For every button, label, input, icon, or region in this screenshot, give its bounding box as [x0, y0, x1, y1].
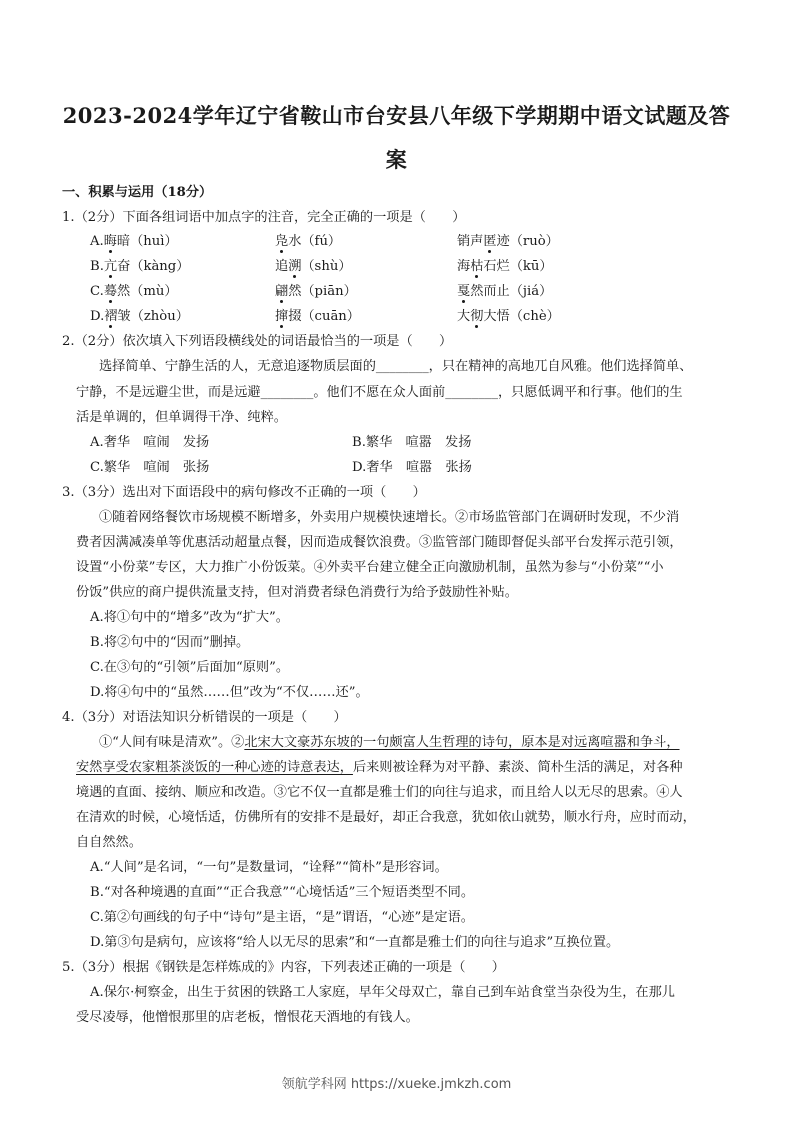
q2-option-a: A.奢华 喧闹 发扬: [90, 435, 210, 450]
q4-passage-line: 境遇的直面、接纳、顺应和改造。③它不仅一直都是雅士们的向往与追求，而且给人以无尽的思索。④人: [76, 785, 683, 800]
q1-option-a-2: 凫水（fú）: [275, 234, 342, 249]
page-title: 2023-2024学年辽宁省鞍山市台安县八年级下学期期中语文试题及答: [62, 103, 731, 128]
question-5-stem: 5.（3分）根据《钢铁是怎样炼成的》内容，下列表述正确的一项是（ ）: [62, 960, 505, 975]
q1-option-b-3: 海枯石烂（kū）: [457, 259, 553, 274]
q4-passage-segment: ①“人间有味是清欢”。②: [99, 735, 245, 750]
q3-option-a: A.将①句中的“增多”改为“扩大”。: [90, 610, 289, 625]
q4-passage-line: 在清欢的时候，心境恬适，仿佛所有的安排不是最好，却正合我意，犹如依山就势，顺水行舟，应时而动，: [76, 810, 696, 825]
q5-option-a-continued: 受尽凌辱，他憎恨那里的店老板，憎恨花天酒地的有钱人。: [76, 1010, 419, 1025]
question-2-stem: 2.（2分）依次填入下列语段横线处的词语最恰当的一项是（ ）: [62, 334, 453, 349]
q4-option-b: B.“对各种境遇的直面”“正合我意”“心境恬适”三个短语类型不同。: [90, 885, 475, 900]
q1-option-d-2: 撺掇（cuān）: [275, 309, 360, 324]
q2-passage-line: 选择简单、宁静生活的人，无意追逐物质层面的________，只在精神的高地兀自风雅。他们选择简单、: [99, 359, 693, 374]
q4-passage-segment: 后来则被诠释为对平静、素淡、简朴生活的满足，对各种: [352, 760, 683, 775]
q3-passage-line: 份饭”供应的商户提供流量支持，但对消费者绿色消费行为给予鼓励性补贴。: [76, 585, 518, 600]
q3-option-d: D.将④句中的“虽然……但”改为“不仅……还”。: [90, 685, 369, 700]
question-3-stem: 3.（3分）选出对下面语段中的病句修改不正确的一项（ ）: [62, 485, 426, 500]
q3-option-c: C.在③句的“引领”后面加“原则”。: [90, 660, 290, 675]
footer-watermark: 领航学科网 https://xueke.jmkzh.com: [281, 1077, 512, 1092]
q1-option-d-1: D.褶皱（zhòu）: [90, 309, 189, 324]
q1-option-c-1: C.蓦然（mù）: [90, 284, 178, 299]
q5-option-a: A.保尔·柯察金，出生于贫困的铁路工人家庭，早年父母双亡，靠自己到车站食堂当杂役为生，在那儿: [90, 985, 675, 1000]
q4-underlined-sentence: 安然享受农家粗茶淡饭的一种心迹的诗意表达，: [76, 760, 353, 775]
q3-passage-line: ①随着网络餐饮市场规模不断增多，外卖用户规模快速增长。②市场监管部门在调研时发现，不少消: [99, 510, 680, 525]
q3-passage-line: 设置“小份菜”专区，大力推广小份饭菜。④外卖平台建立健全正向激励机制，虽然为参与“小份菜”“小: [76, 560, 664, 575]
q1-option-a-3: 销声匿迹（ruò）: [457, 234, 559, 249]
q2-passage-line: 活是单调的，但单调得干净、纯粹。: [76, 410, 287, 425]
q4-option-a: A.“人间”是名词，“一句”是数量词，“诠释”“简朴”是形容词。: [90, 860, 448, 875]
q3-passage-line: 费者因满减凑单等优惠活动超量点餐，因而造成餐饮浪费。③监管部门随即督促头部平台发挥示范引领，: [76, 535, 683, 550]
q3-option-b: B.将②句中的“因而”删掉。: [90, 635, 250, 650]
q2-option-d: D.奢华 喧嚣 张扬: [352, 460, 472, 475]
question-1-stem: 1.（2分）下面各组词语中加点字的注音，完全正确的一项是（ ）: [62, 210, 466, 225]
q4-passage-line: [76, 760, 683, 776]
q1-option-a-1: A.晦暗（huì）: [90, 234, 178, 249]
question-4-stem: 4.（3分）对语法知识分析错误的一项是（ ）: [62, 710, 347, 725]
q2-passage-line: 宁静，不是远避尘世，而是远避________。他们不愿在众人面前________，只愿低调平和行事。他们的生: [76, 385, 683, 400]
q2-option-b: B.繁华 喧嚣 发扬: [352, 435, 472, 450]
q1-option-d-3: 大彻大悟（chè）: [457, 309, 560, 324]
q4-passage-line: [99, 735, 680, 751]
section-heading: 一、积累与运用（18分）: [62, 185, 213, 200]
q4-passage-line: 自自然然。: [76, 835, 142, 850]
q4-option-d: D.第③句是病句，应该将“给人以无尽的思索”和“一直都是雅士们的向往与追求”互换位置。: [90, 935, 620, 950]
q1-option-c-2: 翩然（piān）: [275, 284, 357, 299]
q1-option-c-3: 戛然而止（jiá）: [457, 284, 553, 299]
page-title-continued: 案: [385, 147, 408, 172]
q4-underlined-sentence: 北宋大文豪苏东坡的一句颇富人生哲理的诗句，原本是对远离喧嚣和争斗，: [244, 735, 680, 750]
q2-option-c: C.繁华 喧闹 张扬: [90, 460, 210, 475]
q4-option-c: C.第②句画线的句子中“诗句”是主语，“是”谓语，“心迹”是定语。: [90, 910, 474, 925]
q1-option-b-1: B.亢奋（kàng）: [90, 259, 190, 274]
q1-option-b-2: 追溯（shù）: [275, 259, 352, 274]
